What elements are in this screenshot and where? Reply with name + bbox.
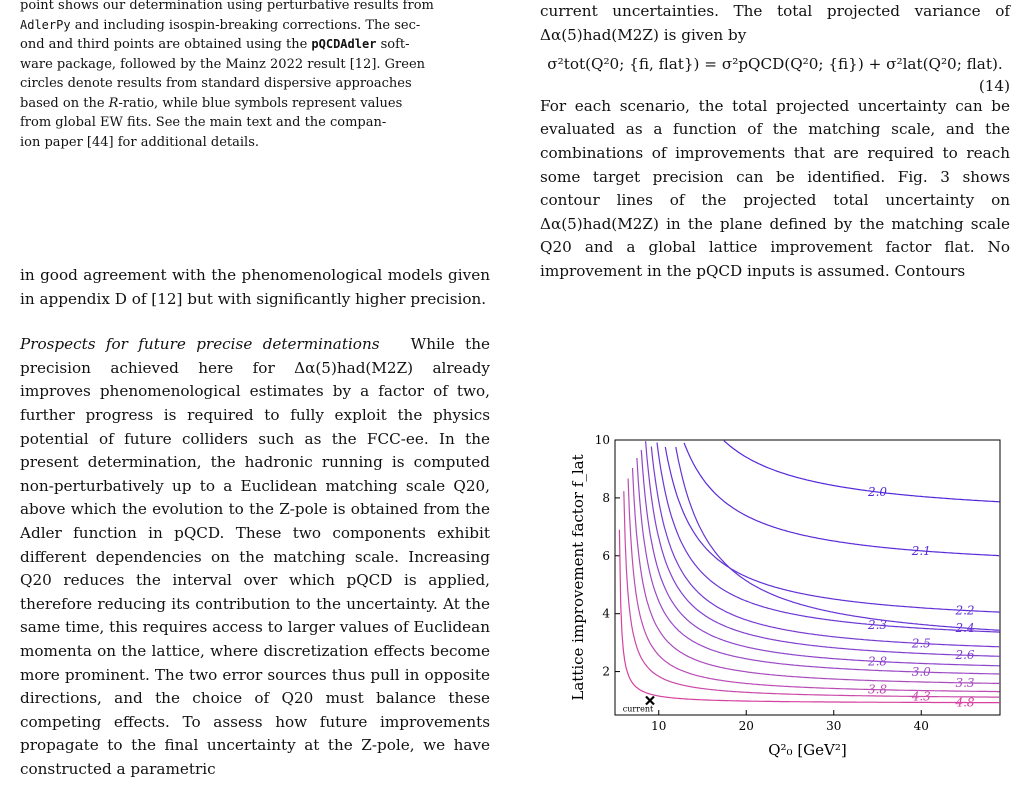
contour-line bbox=[633, 468, 1001, 684]
x-tick-label: 10 bbox=[651, 719, 667, 733]
caption-line: circles denote results from standard dispersive approaches bbox=[20, 76, 412, 91]
caption-line: point shows our determination using perturbative results from bbox=[20, 0, 434, 13]
contour-label: 2.3 bbox=[867, 618, 888, 633]
contour-label: 2.2 bbox=[955, 603, 975, 618]
y-tick-label: 8 bbox=[602, 490, 610, 505]
figure-caption bbox=[20, 0, 490, 152]
contour-line bbox=[724, 441, 1000, 502]
right-column bbox=[540, 0, 1010, 284]
paragraph-body: While the precision achieved here for Δα(5)had(M2Z) already improves phenomenological estimates by a factor of two, further progress is required to fully exploit the physics potential of future colliders such as the FCC-ee. In the present determination, the hadronic running is computed non-perturbatively up to a Euclidean matching scale Q20, above which the evolution to the Z-pole is obtained from the Adler function in pQCD. These two components exhibit different dependencies on the matching scale. Increasing Q20 reduces the interval over which pQCD is applied, therefore reducing its contribution to the uncertainty. At the same time, this requires access to larger values of Euclidean momenta on the lattice, where discretization effects become more prominent. The two error sources thus pull in opposite directions, and the choice of Q20 must balance these competing effects. To assess how future improvements propagate to the final uncertainty at the Z-pole, we have constructed a parametric bbox=[20, 335, 490, 778]
caption-line: ond and third points are obtained using the pQCDAdler soft- bbox=[20, 37, 410, 52]
y-tick-label: 2 bbox=[602, 664, 610, 679]
caption-line: ion paper [44] for additional details. bbox=[20, 134, 260, 150]
left-column bbox=[20, 0, 490, 781]
contour-label: 2.1 bbox=[911, 543, 931, 558]
x-tick-label: 20 bbox=[738, 719, 754, 733]
current-marker bbox=[646, 697, 654, 705]
contour-plot bbox=[560, 430, 1010, 800]
contour-line bbox=[676, 447, 1000, 633]
y-tick-label: 6 bbox=[602, 548, 610, 563]
contour-label: 3.0 bbox=[911, 665, 931, 680]
contour-label: 3.3 bbox=[955, 675, 975, 690]
contour-figure bbox=[560, 430, 1010, 800]
contour-label: 4.3 bbox=[911, 689, 931, 704]
contour-line bbox=[628, 479, 1000, 692]
y-tick-label: 4 bbox=[602, 606, 610, 621]
contour-label: 2.4 bbox=[955, 621, 975, 636]
paragraph-scenarios: For each scenario, the total projected uncertainty can be evaluated as a function of the matching scale, and the combinations of improvements that are required to reach some target precision can be identified. Fig. 3 shows contour lines of the projected total uncertainty on Δα(5)had(M2Z) in the plane defined by the matching scale Q20 and a global lattice improvement factor flat. No improvement in the pQCD inputs is assumed. Contours bbox=[540, 96, 1010, 280]
contour-line bbox=[637, 458, 999, 674]
caption-line: ware package, followed by the Mainz 2022 result [12]. Green bbox=[20, 56, 426, 72]
contour-line bbox=[657, 443, 1000, 636]
caption-line: from global EW fits. See the main text and the compan- bbox=[20, 115, 387, 130]
contour-label: 2.8 bbox=[867, 654, 888, 669]
equation-14 bbox=[540, 53, 1010, 96]
current-marker-label: current bbox=[622, 704, 654, 714]
x-axis-label: Q²₀ [GeV²] bbox=[768, 741, 847, 759]
equation-body: σ²tot(Q²0; {fi, flat}) = σ²pQCD(Q²0; {fi}) + σ²lat(Q²0; flat). bbox=[547, 55, 1003, 74]
contour-label: 2.6 bbox=[955, 648, 975, 663]
contour-line bbox=[665, 447, 1000, 612]
caption-line: based on the R-ratio, while blue symbols represent values bbox=[20, 95, 403, 111]
paragraph-variance-intro: current uncertainties. The total projected variance of Δα(5)had(M2Z) is given by bbox=[540, 2, 1010, 44]
y-axis-label: Lattice improvement factor f_lat bbox=[569, 454, 587, 701]
contour-line bbox=[619, 530, 1000, 703]
contour-lines bbox=[619, 441, 1000, 703]
paragraph-agreement: in good agreement with the phenomenological models given in appendix D of [12] but with significantly higher precision. bbox=[20, 266, 490, 308]
y-tick-label: 10 bbox=[594, 433, 610, 447]
contour-label: 2.5 bbox=[911, 636, 931, 651]
contour-label: 2.0 bbox=[867, 485, 888, 499]
contour-line bbox=[651, 447, 999, 647]
contour-label: 4.8 bbox=[955, 695, 975, 710]
paragraph-heading: Prospects for future precise determinations bbox=[20, 335, 380, 354]
contour-label: 3.8 bbox=[867, 682, 888, 697]
contour-labels bbox=[623, 485, 975, 714]
equation-number: (14) bbox=[978, 77, 1010, 96]
caption-line: AdlerPy and including isospin-breaking corrections. The sec- bbox=[20, 17, 421, 33]
x-tick-label: 40 bbox=[913, 719, 929, 733]
x-tick-label: 30 bbox=[826, 719, 842, 733]
paragraph-prospects bbox=[20, 333, 490, 781]
